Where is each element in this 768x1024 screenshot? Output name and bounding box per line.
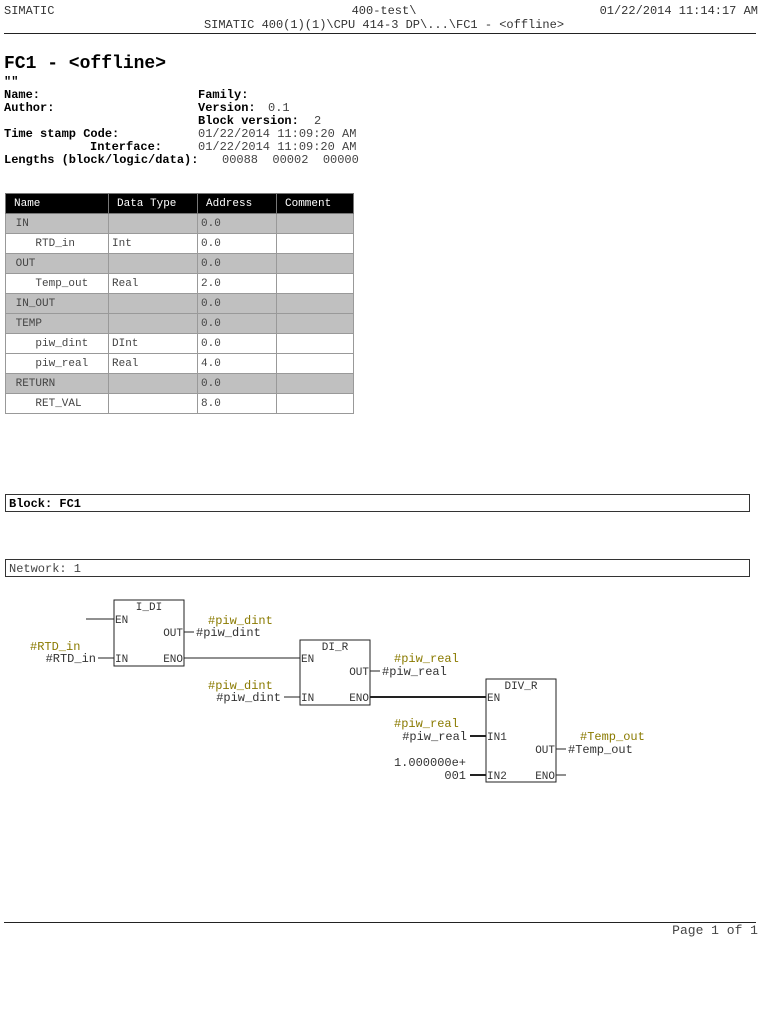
footer-divider (4, 922, 756, 923)
cell-data-type (109, 294, 198, 314)
cell-address: 4.0 (198, 354, 277, 374)
pin-eno-i-di: ENO (163, 654, 183, 666)
timestamp-interface-value: 01/22/2014 11:09:20 AM (198, 140, 357, 154)
block-i-di-title: I_DI (135, 602, 163, 614)
col-header-address: Address (198, 194, 277, 214)
cell-data-type (109, 254, 198, 274)
pin-en-di-r: EN (301, 654, 315, 666)
cell-address: 8.0 (198, 394, 277, 414)
pin-en-i-di: EN (115, 615, 129, 627)
tag-piw-real-out: #piw_real (394, 652, 459, 666)
version-label: Version: (198, 101, 256, 115)
block-bar: Block: FC1 (5, 494, 750, 512)
timestamp-interface-label: Interface: (90, 140, 163, 154)
cell-comment (277, 274, 354, 294)
table-row (6, 234, 354, 254)
header-path: SIMATIC 400(1)(1)\CPU 414-3 DP\...\FC1 - <offline> (203, 18, 565, 32)
version-value: 0.1 (268, 101, 290, 115)
cell-address: 0.0 (198, 314, 277, 334)
block-di-r-title: DI_R (321, 642, 349, 654)
tag-piw-real-in: #piw_real (394, 717, 459, 731)
cell-address: 0.0 (198, 254, 277, 274)
timestamp-code-value: 01/22/2014 11:09:20 AM (198, 127, 357, 141)
block-version-value: 2 (314, 114, 322, 128)
cell-name: RTD_in (6, 234, 109, 254)
pin-out-i-di: OUT (163, 628, 183, 640)
const-in2-line1: 1.000000e+ (393, 756, 466, 770)
tag-piw-dint-out: #piw_dint (208, 614, 273, 628)
table-row (6, 214, 354, 234)
cell-data-type: Int (109, 234, 198, 254)
cell-comment (277, 354, 354, 374)
name-label: Name: (4, 88, 41, 102)
cell-data-type: DInt (109, 334, 198, 354)
var-temp-out: #Temp_out (568, 743, 633, 757)
cell-data-type (109, 214, 198, 234)
pin-in1-div-r: IN1 (487, 732, 507, 744)
pin-in2-div-r: IN2 (487, 771, 507, 783)
cell-data-type: Real (109, 354, 198, 374)
network-diagram (0, 590, 768, 800)
header-timestamp: 01/22/2014 11:14:17 AM (599, 4, 758, 18)
table-row (6, 274, 354, 294)
name-quote: "" (4, 75, 19, 89)
cell-data-type: Real (109, 274, 198, 294)
table-row (6, 294, 354, 314)
author-label: Author: (4, 101, 55, 115)
cell-address: 2.0 (198, 274, 277, 294)
table-row (6, 394, 354, 414)
cell-name: RETURN (6, 374, 109, 394)
cell-name: OUT (6, 254, 109, 274)
col-header-name: Name (6, 194, 109, 214)
table-row (6, 354, 354, 374)
network-bar: Network: 1 (5, 559, 750, 577)
cell-comment (277, 314, 354, 334)
cell-comment (277, 214, 354, 234)
cell-name: IN (6, 214, 109, 234)
pin-eno-di-r: ENO (349, 693, 369, 705)
var-piw-dint-in: #piw_dint (216, 691, 281, 705)
cell-address: 0.0 (198, 334, 277, 354)
cell-address: 0.0 (198, 214, 277, 234)
cell-comment (277, 334, 354, 354)
interface-table-header (6, 194, 354, 214)
tag-temp-out: #Temp_out (580, 730, 645, 744)
page-number: Page 1 of 1 (672, 923, 758, 938)
table-row (6, 254, 354, 274)
block-version-label: Block version: (198, 114, 299, 128)
cell-name: TEMP (6, 314, 109, 334)
cell-data-type (109, 374, 198, 394)
cell-address: 0.0 (198, 234, 277, 254)
interface-table (5, 193, 354, 414)
table-row (6, 314, 354, 334)
var-piw-dint-out: #piw_dint (196, 626, 261, 640)
cell-comment (277, 374, 354, 394)
cell-name: piw_real (6, 354, 109, 374)
lengths-label: Lengths (block/logic/data): (4, 153, 199, 167)
pin-in-di-r: IN (301, 693, 315, 705)
table-row (6, 374, 354, 394)
cell-name: piw_dint (6, 334, 109, 354)
family-label: Family: (198, 88, 249, 102)
cell-data-type (109, 394, 198, 414)
lengths-value: 00088 00002 00000 (222, 153, 359, 167)
var-rtd-in: #RTD_in (45, 652, 96, 666)
cell-comment (277, 254, 354, 274)
cell-comment (277, 294, 354, 314)
const-in2-line2: 001 (444, 769, 466, 783)
header-app-name: SIMATIC (4, 4, 55, 18)
pin-out-div-r: OUT (535, 745, 555, 757)
cell-comment (277, 234, 354, 254)
table-row (6, 334, 354, 354)
cell-address: 0.0 (198, 374, 277, 394)
pin-eno-div-r: ENO (535, 771, 555, 783)
cell-data-type (109, 314, 198, 334)
cell-address: 0.0 (198, 294, 277, 314)
tag-piw-dint-in: #piw_dint (208, 679, 273, 693)
cell-name: Temp_out (6, 274, 109, 294)
tag-rtd-in: #RTD_in (30, 640, 81, 654)
header-divider (4, 33, 756, 34)
block-div-r-title: DIV_R (504, 681, 538, 693)
cell-comment (277, 394, 354, 414)
col-header-data-type: Data Type (109, 194, 198, 214)
col-header-comment: Comment (277, 194, 354, 214)
pin-en-div-r: EN (487, 693, 501, 705)
page-title: FC1 - <offline> (4, 54, 167, 74)
timestamp-code-label: Time stamp Code: (4, 127, 120, 141)
var-piw-real-out: #piw_real (382, 665, 447, 679)
pin-in-i-di: IN (115, 654, 129, 666)
cell-name: IN_OUT (6, 294, 109, 314)
cell-name: RET_VAL (6, 394, 109, 414)
header-project: 400-test\ (351, 4, 417, 18)
pin-out-di-r: OUT (349, 667, 369, 679)
var-piw-real-in: #piw_real (402, 730, 467, 744)
